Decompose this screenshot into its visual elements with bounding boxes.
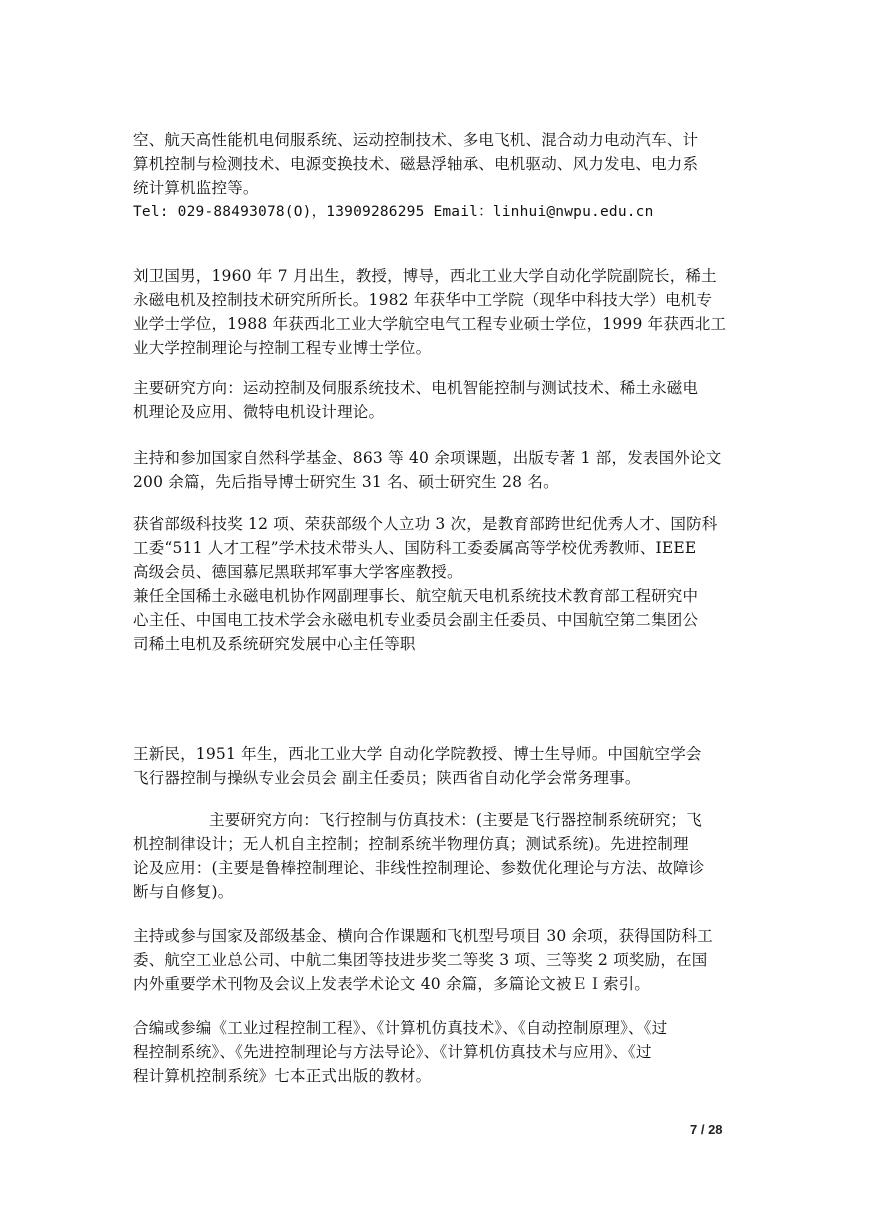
paragraph-wang-research	[133, 808, 741, 904]
text-line: 算机控制与检测技术、电源变换技术、磁悬浮轴承、电机驱动、风力发电、电力系	[133, 155, 699, 173]
page-number: 7 / 28	[690, 1122, 723, 1137]
text-line: 刘卫国男，1960 年 7 月出生，教授，博导，西北工业大学自动化学院副院长，稀土	[133, 267, 717, 285]
paragraph-wang-books	[133, 1016, 741, 1088]
text-line: 机理论及应用、微特电机设计理论。	[133, 403, 385, 421]
paragraph-liu-awards	[133, 512, 741, 656]
text-line: 程控制系统》、《先进控制理论与方法导论》、《计算机仿真技术与应用》、《过	[133, 1043, 652, 1061]
text-line: 主持或参与国家及部级基金、横向合作课题和飞机型号项目 30 余项，获得国防科工	[133, 927, 713, 945]
text-line: 空、航天高性能机电伺服系统、运动控制技术、多电飞机、混合动力电动汽车、计	[133, 131, 699, 149]
paragraph-liu-projects	[133, 446, 741, 494]
text-line: 主要研究方向：飞行控制与仿真技术：(主要是飞行器控制系统研究；飞	[209, 811, 702, 829]
text-line: 委、航空工业总公司、中航二集团等技进步奖二等奖 3 项、三等奖 2 项奖励，在国	[133, 951, 708, 969]
text-line: 论及应用：(主要是鲁棒控制理论、非线性控制理论、参数优化理论与方法、故障诊	[133, 859, 705, 877]
text-line: 飞行器控制与操纵专业会员会 副主任委员；陕西省自动化学会常务理事。	[133, 769, 641, 787]
text-line: 程计算机控制系统》七本正式出版的教材。	[133, 1067, 432, 1085]
text-line: 司稀土电机及系统研究发展中心主任等职	[133, 635, 416, 653]
paragraph-lin-research-continued	[133, 128, 741, 224]
text-line: 断与自修复)。	[133, 883, 234, 901]
text-line: 内外重要学术刊物及会议上发表学术论文 40 余篇，多篇论文被ＥＩ索引。	[133, 975, 651, 993]
text-line: 统计算机监控等。	[133, 179, 259, 197]
text-line: 王新民，1951 年生，西北工业大学 自动化学院教授、博士生导师。中国航空学会	[133, 745, 702, 763]
text-line: 机控制律设计；无人机自主控制；控制系统半物理仿真；测试系统)。先进控制理	[133, 835, 689, 853]
text-line: 业大学控制理论与控制工程专业博士学位。	[133, 339, 432, 357]
text-line: 业学士学位，1988 年获西北工业大学航空电气工程专业硕士学位，1999 年获西北工	[133, 315, 727, 333]
text-line: 心主任、中国电工技术学会永磁电机专业委员会副主任委员、中国航空第二集团公	[133, 611, 699, 629]
text-line: 工委“511 人才工程”学术技术带头人、国防科工委委属高等学校优秀教师、IEEE	[133, 539, 697, 557]
text-line: 获省部级科技奖 12 项、荣获部级个人立功 3 次，是教育部跨世纪优秀人才、国防科	[133, 515, 718, 533]
text-line: 200 余篇，先后指导博士研究生 31 名、硕士研究生 28 名。	[133, 473, 559, 491]
text-line: 兼任全国稀土永磁电机协作网副理事长、航空航天电机系统技术教育部工程研究中	[133, 587, 699, 605]
paragraph-liu-bio	[133, 264, 741, 360]
text-line: 高级会员、德国慕尼黑联邦军事大学客座教授。	[133, 563, 463, 581]
paragraph-wang-projects	[133, 924, 741, 996]
text-line: 合编或参编《工业过程控制工程》、《计算机仿真技术》、《自动控制原理》、《过	[133, 1019, 668, 1037]
paragraph-liu-research	[133, 376, 741, 424]
contact-line: Tel: 029-88493078(O)，13909286295 Email：linhui@nwpu.edu.cn	[133, 204, 654, 220]
text-line: 永磁电机及控制技术研究所所长。1982 年获华中工学院（现华中科技大学）电机专	[133, 291, 713, 309]
text-line: 主持和参加国家自然科学基金、863 等 40 余项课题，出版专著 1 部，发表国外论文	[133, 449, 722, 467]
paragraph-wang-bio	[133, 742, 741, 790]
text-line: 主要研究方向：运动控制及伺服系统技术、电机智能控制与测试技术、稀土永磁电	[133, 379, 699, 397]
